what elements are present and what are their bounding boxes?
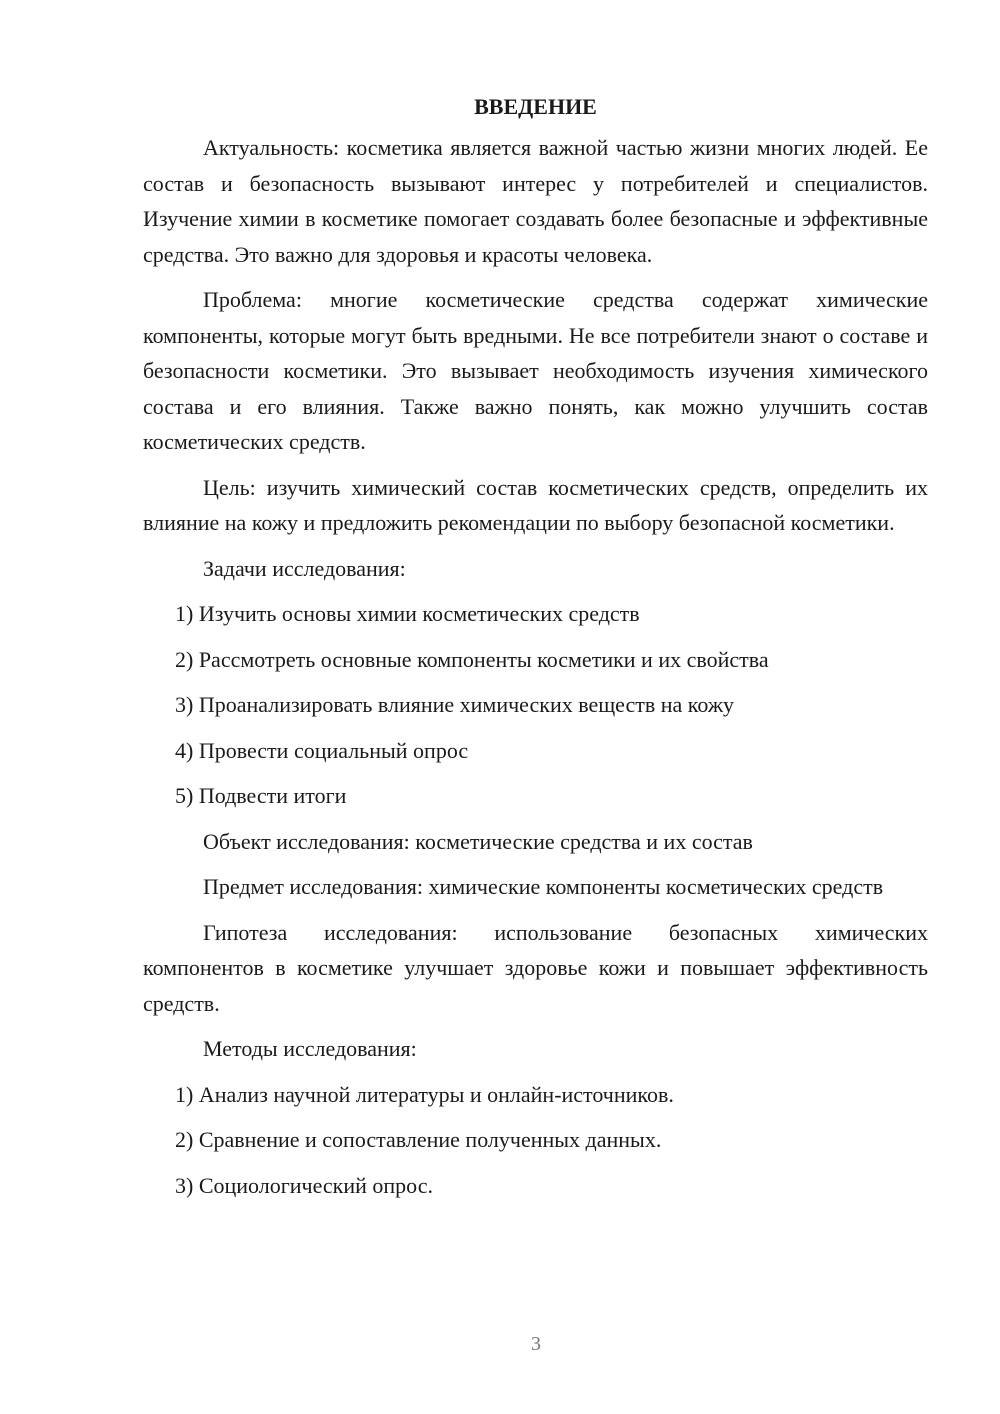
subject-paragraph: Предмет исследования: химические компоненты косметических средств xyxy=(203,874,884,899)
task-item: 2) Рассмотреть основные компоненты косметики и их свойства xyxy=(175,646,769,672)
goal-paragraph: Цель: изучить химический состав косметических средств, определить их влияние на кожу и предложить рекомендации по выбору безопасной косметики. xyxy=(143,474,928,535)
section-heading: ВВЕДЕНИЕ xyxy=(474,94,597,119)
page-content xyxy=(143,92,928,1213)
methods-label: Методы исследования: xyxy=(203,1036,417,1061)
problem-paragraph: Проблема: многие косметические средства содержат химические компоненты, которые могут быть вредными. Не все потребители знают о составе и безопасности косметики. Это вызывает необходимость изучения химического состава и его влияния. Также важно понять, как можно улучшить состав косметических средств. xyxy=(143,287,928,454)
method-item: 3) Социологический опрос. xyxy=(175,1172,433,1198)
page-number: 3 xyxy=(531,1333,541,1355)
method-item: 2) Сравнение и сопоставление полученных данных. xyxy=(175,1127,662,1152)
methods-list xyxy=(143,1077,928,1204)
task-item: 3) Проанализировать влияние химических веществ на кожу xyxy=(175,692,735,717)
tasks-list xyxy=(143,596,928,814)
hypothesis-paragraph: Гипотеза исследования: использование безопасных химических компонентов в косметике улучшает здоровье кожи и повышает эффективность средств. xyxy=(143,919,928,1016)
task-item: 4) Провести социальный опрос xyxy=(175,737,469,763)
method-item: 1) Анализ научной литературы и онлайн-источников. xyxy=(175,1081,674,1107)
task-item: 5) Подвести итоги xyxy=(175,783,347,808)
tasks-label: Задачи исследования: xyxy=(203,555,406,581)
task-item: 1) Изучить основы химии косметических средств xyxy=(175,601,640,626)
object-paragraph: Объект исследования: косметические средства и их состав xyxy=(203,828,753,854)
relevance-paragraph: Актуальность: косметика является важной частью жизни многих людей. Ее состав и безопасность вызывают интерес у потребителей и специалистов. Изучение химии в косметике помогает создавать более безопасные и эффективные средства. Это важно для здоровья и красоты человека. xyxy=(143,135,928,267)
